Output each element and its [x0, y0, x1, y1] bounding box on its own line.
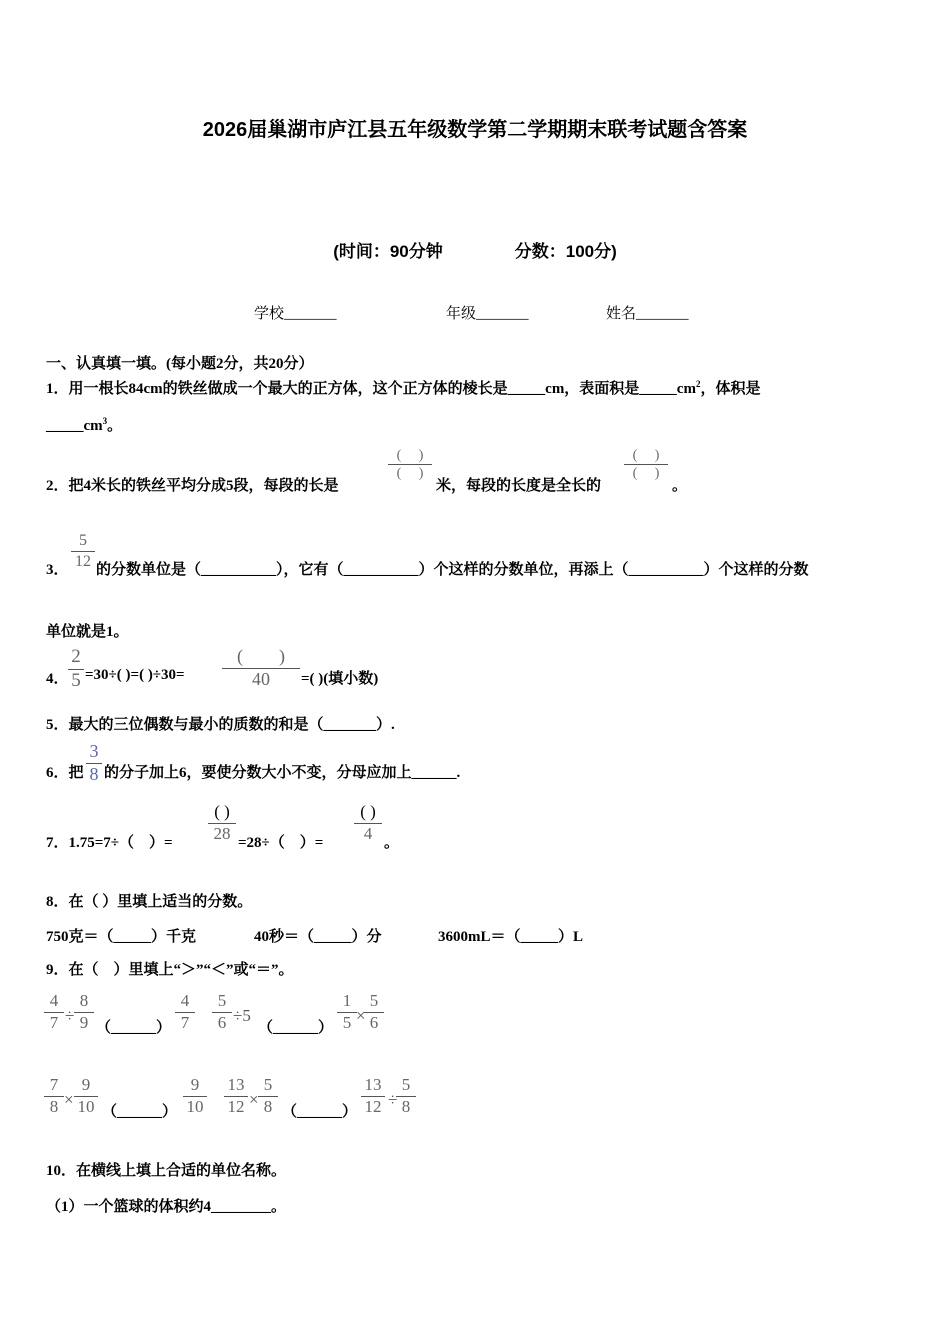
fraction: 1 5: [337, 992, 357, 1032]
fraction-blank-40[interactable]: ( ) 40: [222, 647, 300, 690]
question-8-item: 40秒＝（_____）分: [254, 929, 382, 945]
fraction-blank[interactable]: ( ) ( ): [388, 448, 432, 482]
times-sign: ×: [249, 1090, 259, 1109]
question-7-end: 。: [384, 835, 400, 851]
school-field[interactable]: 学校_______: [254, 306, 337, 322]
fraction: 4 7: [175, 992, 195, 1032]
fraction: 9 10: [74, 1076, 98, 1116]
question-6-start: 6．把: [46, 765, 84, 781]
question-7-mid: =28÷（ ）=: [238, 835, 324, 851]
divide-sign: ÷: [65, 1006, 75, 1025]
fraction: 5 8: [396, 1076, 416, 1116]
fraction-5-12: 5 12: [71, 532, 95, 570]
fraction: 5 8: [258, 1076, 278, 1116]
fraction: 5 6: [212, 992, 232, 1032]
divide-5: ÷5: [233, 1006, 251, 1025]
question-8-item: 3600mL＝（_____）L: [438, 929, 584, 945]
question-8: 8．在（ ）里填上适当的分数。: [46, 894, 253, 910]
grade-field[interactable]: 年级_______: [446, 306, 529, 322]
question-5: 5．最大的三位偶数与最小的质数的和是（_______）.: [46, 717, 395, 733]
fraction: 7 8: [44, 1076, 64, 1116]
question-10: 10．在横线上填上合适的单位名称。: [46, 1163, 287, 1179]
question-9: 9．在（ ）里填上“＞”“＜”或“＝”。: [46, 962, 294, 978]
times-sign: ×: [64, 1090, 74, 1109]
question-4-label: 4．: [46, 671, 69, 687]
question-3-cont: 单位就是1。: [46, 624, 129, 640]
fraction: 4 7: [44, 992, 64, 1032]
exam-time: (时间：90分钟: [333, 242, 443, 261]
fraction: 13 12: [224, 1076, 248, 1116]
fraction: 13 12: [361, 1076, 385, 1116]
fraction: 5 6: [364, 992, 384, 1032]
divide-sign: ÷: [388, 1090, 398, 1109]
fraction-blank-28[interactable]: ( ) 28: [208, 803, 236, 843]
exam-meta: [0, 237, 950, 262]
times-sign: ×: [356, 1006, 366, 1025]
compare-blank[interactable]: （______）: [96, 1020, 172, 1036]
question-4-end: =( )(填小数): [301, 671, 379, 687]
question-4: =30÷( )=( )÷30=: [85, 667, 185, 683]
fraction: 8 9: [74, 992, 94, 1032]
fraction-2-5: 2 5: [68, 647, 84, 692]
section-heading: 一、认真填一填。(每小题2分，共20分）: [46, 356, 314, 372]
name-field[interactable]: 姓名_______: [606, 306, 689, 322]
compare-blank[interactable]: （______）: [258, 1020, 334, 1036]
exam-score: 分数：100分): [514, 242, 617, 261]
question-6: 的分子加上6，要使分数大小不变，分母应加上______.: [104, 765, 461, 781]
question-3: 的分数单位是（__________），它有（__________）个这样的分数单位，再添上（__________）个这样的分数: [96, 562, 809, 578]
question-2-end: 。: [672, 478, 688, 494]
fraction: 9 10: [183, 1076, 207, 1116]
fraction-blank[interactable]: ( ) ( ): [624, 448, 668, 482]
question-10-item: （1）一个篮球的体积约4________。: [46, 1199, 287, 1215]
page-title: 2026届巢湖市庐江县五年级数学第二学期期末联考试题含答案: [202, 119, 748, 141]
question-2: 2．把4米长的铁丝平均分成5段，每段的长是: [46, 478, 339, 494]
fraction-blank-4[interactable]: ( ) 4: [354, 803, 382, 843]
question-8-item: 750克＝（_____）千克: [46, 929, 197, 945]
compare-blank[interactable]: （______）: [282, 1104, 358, 1120]
fraction-3-8: 3 8: [86, 742, 102, 785]
question-1: 1．用一根长84cm的铁丝做成一个最大的正方体，这个正方体的棱长是_____cm，表面积是$\_\_\_\_\_cm^2$，体积是: [46, 379, 761, 397]
question-2-mid: 米，每段的长度是全长的: [436, 478, 602, 494]
question-3-label: 3．: [46, 562, 69, 578]
question-1-cont: $\_\_\_\_\_cm^3$。: [46, 416, 123, 434]
compare-blank[interactable]: （______）: [102, 1104, 178, 1120]
question-7: 7．1.75=7÷（ ）=: [46, 835, 173, 851]
